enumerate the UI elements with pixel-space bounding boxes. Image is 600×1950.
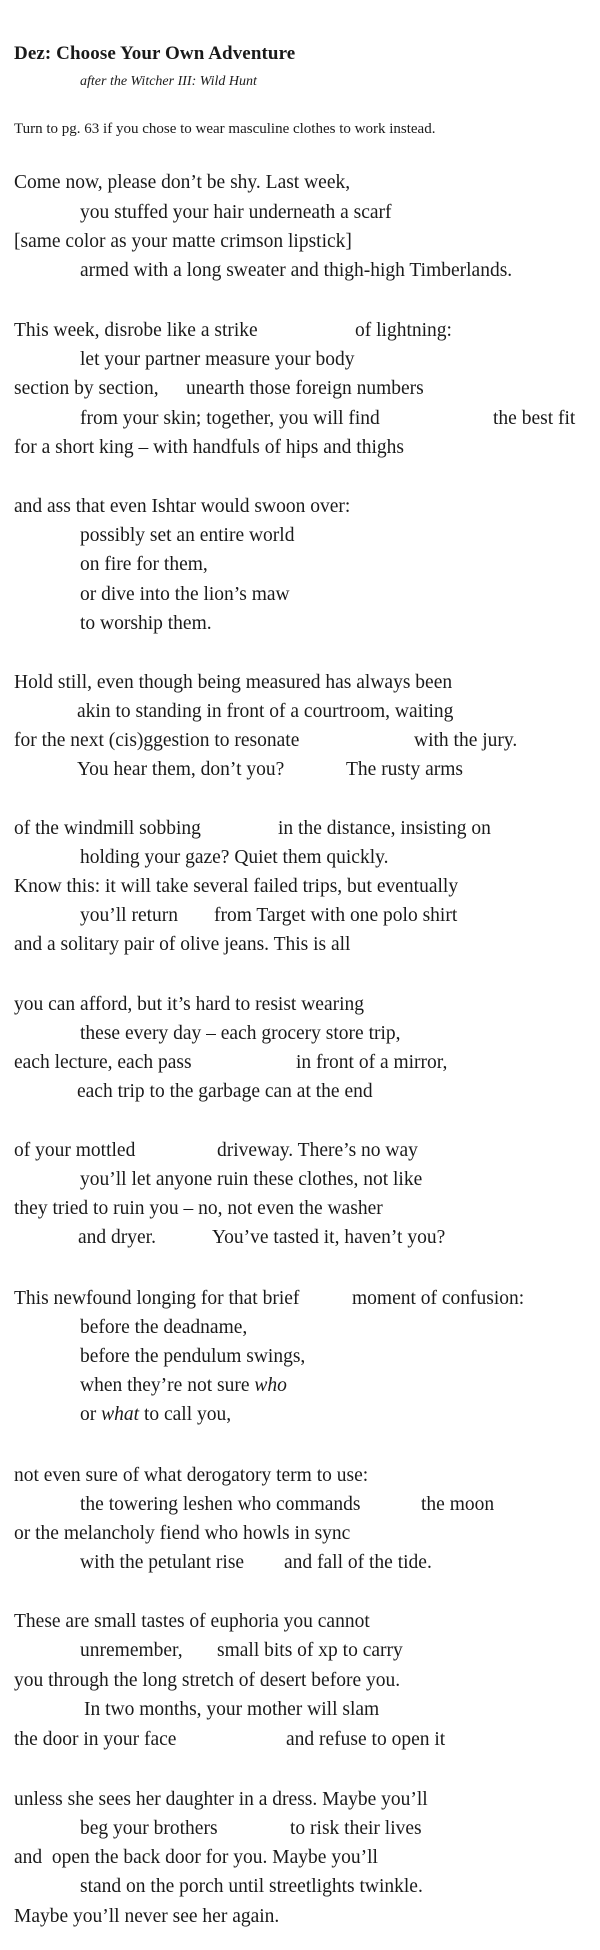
poem-line: [same color as your matte crimson lipstick] — [14, 231, 352, 252]
poem-line: driveway. There’s no way — [217, 1140, 418, 1161]
poem-line: you through the long stretch of desert before you. — [14, 1670, 401, 1691]
poem-line: from Target with one polo shirt — [214, 905, 458, 926]
poem-line: to risk their lives — [290, 1818, 422, 1839]
poem-line: you can afford, but it’s hard to resist wearing — [14, 994, 365, 1015]
poem-line: possibly set an entire world — [80, 525, 295, 546]
poem-line: and dryer. — [78, 1227, 156, 1248]
poem-line-text: what — [101, 1404, 140, 1425]
poem-line: moment of confusion: — [352, 1288, 525, 1309]
poem-line: you’ll let anyone ruin these clothes, not like — [80, 1169, 423, 1190]
poem-line: Maybe you’ll never see her again. — [14, 1906, 280, 1927]
poem-line: in the distance, insisting on — [278, 818, 491, 839]
poem-line: before the deadname, — [80, 1317, 248, 1338]
poem-line: The rusty arms — [346, 759, 463, 780]
poem-line: This week, disrobe like a strike — [14, 320, 258, 341]
poem-line: and refuse to open it — [286, 1729, 446, 1750]
poem-line: Hold still, even though being measured has always been — [14, 672, 453, 693]
poem-line: holding your gaze? Quiet them quickly. — [80, 847, 389, 868]
poem-line-text: who — [254, 1375, 287, 1396]
poem-subtitle: after the Witcher III: Wild Hunt — [80, 74, 257, 89]
poem-line: these every day – each grocery store trip, — [80, 1023, 401, 1044]
poem-line: with the petulant rise — [80, 1552, 245, 1573]
poem-line: akin to standing in front of a courtroom, waiting — [77, 701, 454, 722]
poem-line: from your skin; together, you will find — [80, 408, 380, 429]
poem-line: before the pendulum swings, — [80, 1346, 306, 1367]
poem-line: on fire for them, — [80, 554, 208, 575]
poem-line: and a solitary pair of olive jeans. This is all — [14, 934, 351, 955]
poem-line: you stuffed your hair underneath a scarf — [80, 202, 392, 223]
poem-line: or the melancholy fiend who howls in sync — [14, 1523, 351, 1544]
poem-line-text: or — [80, 1404, 102, 1425]
poem-line: You’ve tasted it, haven’t you? — [212, 1227, 446, 1248]
poem-line: the towering leshen who commands — [80, 1494, 361, 1515]
poem-line — [80, 1371, 287, 1401]
poem-line: and fall of the tide. — [284, 1552, 432, 1573]
poem-line: the moon — [421, 1494, 495, 1515]
poem-line: and open the back door for you. Maybe you’ll — [14, 1847, 378, 1868]
poem-line: You hear them, don’t you? — [77, 759, 285, 780]
poem-line: of lightning: — [355, 320, 452, 341]
poem-line: small bits of xp to carry — [217, 1640, 403, 1661]
poem-line — [80, 1400, 231, 1430]
poem-line: or dive into the lion’s maw — [80, 584, 290, 605]
poem-line: armed with a long sweater and thigh-high Timberlands. — [80, 260, 513, 281]
poem-line: let your partner measure your body — [80, 349, 355, 370]
poem-line: This newfound longing for that brief — [14, 1288, 300, 1309]
poem-line-text: when they’re not sure — [80, 1375, 255, 1396]
poem-line: they tried to ruin you – no, not even the washer — [14, 1198, 383, 1219]
poem-line: unearth those foreign numbers — [186, 378, 424, 399]
poem-line: and ass that even Ishtar would swoon over: — [14, 496, 351, 517]
poem-line-text: to call you, — [139, 1404, 232, 1425]
poem-line: each trip to the garbage can at the end — [77, 1081, 373, 1102]
poem-line: with the jury. — [414, 730, 518, 751]
poem-line: section by section, — [14, 378, 159, 399]
poem-line: These are small tastes of euphoria you cannot — [14, 1611, 370, 1632]
poem-line: to worship them. — [80, 613, 212, 634]
poem-line: Come now, please don’t be shy. Last week, — [14, 172, 351, 193]
poem-line: the best fit — [493, 408, 576, 429]
poem-line: not even sure of what derogatory term to use: — [14, 1465, 369, 1486]
poem-line: each lecture, each pass — [14, 1052, 192, 1073]
poem-title: Dez: Choose Your Own Adventure — [14, 43, 296, 64]
poem-line: of the windmill sobbing — [14, 818, 201, 839]
poem-line: beg your brothers — [80, 1818, 218, 1839]
poem-line: the door in your face — [14, 1729, 177, 1750]
poem-line: unremember, — [80, 1640, 183, 1661]
poem-line: you’ll return — [80, 905, 179, 926]
poem-line: for the next (cis)ggestion to resonate — [14, 730, 300, 751]
poem-line: stand on the porch until streetlights twinkle. — [80, 1876, 423, 1897]
poem-line: for a short king – with handfuls of hips and thighs — [14, 437, 404, 458]
poem-line: Know this: it will take several failed trips, but eventually — [14, 876, 459, 897]
page-turn-note: Turn to pg. 63 if you chose to wear masculine clothes to work instead. — [14, 121, 436, 137]
poem-line: in front of a mirror, — [296, 1052, 448, 1073]
poem-line: In two months, your mother will slam — [84, 1699, 380, 1720]
poem-line: unless she sees her daughter in a dress. Maybe you’ll — [14, 1789, 428, 1810]
poem-line: of your mottled — [14, 1140, 136, 1161]
